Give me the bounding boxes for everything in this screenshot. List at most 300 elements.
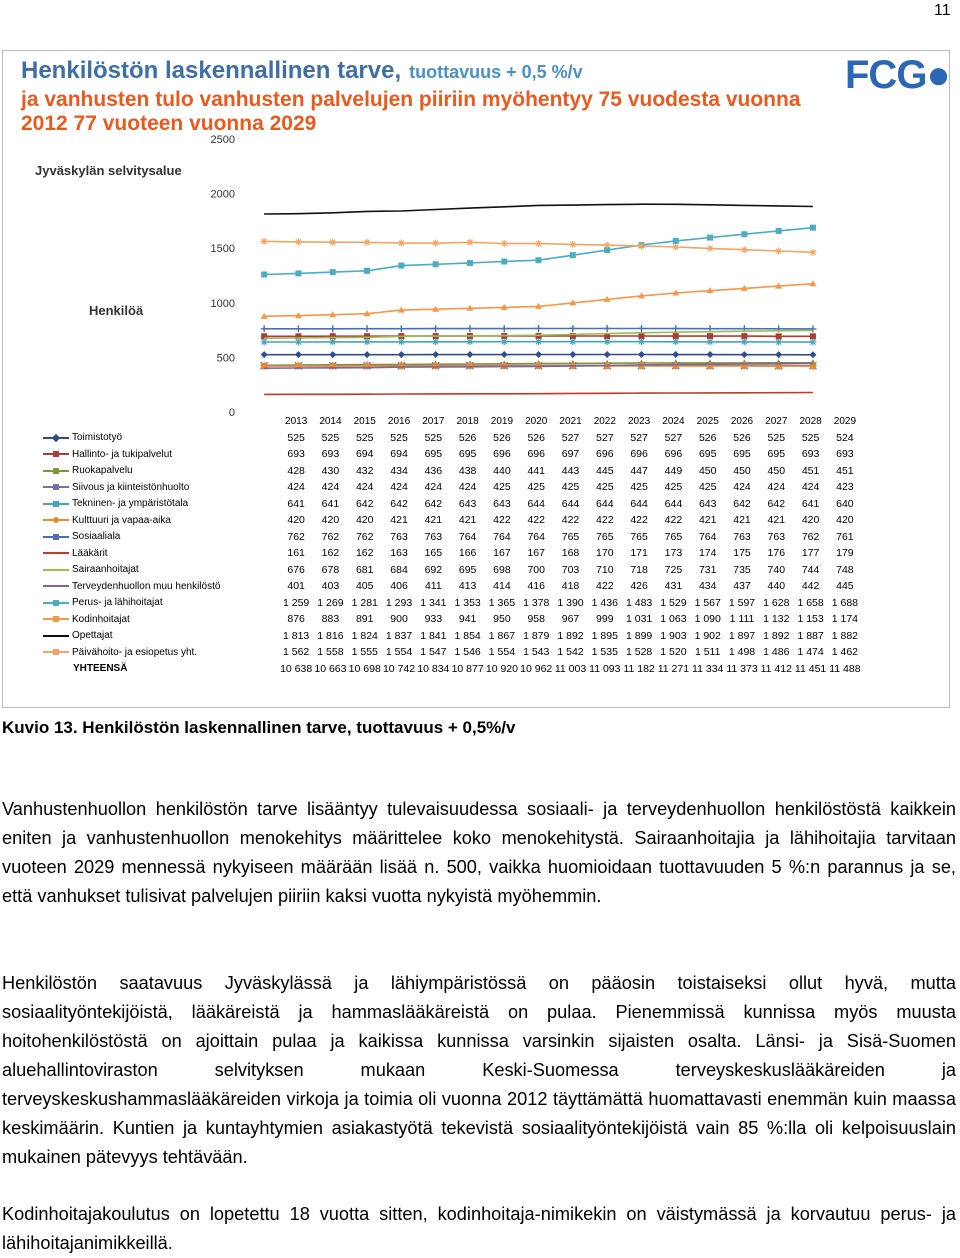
- value-cell: 999: [588, 611, 622, 628]
- page-number: 11: [934, 2, 951, 20]
- value-cell: 451: [793, 463, 827, 480]
- value-cell: 525: [382, 430, 416, 447]
- value-cell: 698: [485, 562, 519, 579]
- value-cell: 420: [313, 512, 347, 529]
- data-point: [672, 338, 679, 345]
- fcg-logo: FCG●: [845, 53, 950, 98]
- data-point: [741, 246, 748, 253]
- value-cell: 443: [553, 463, 587, 480]
- value-cell: 1 390: [553, 595, 587, 612]
- value-cell: 1 558: [313, 644, 347, 661]
- value-cell: 695: [450, 446, 484, 463]
- data-point: [535, 240, 542, 247]
- value-cell: 1 902: [691, 628, 725, 645]
- data-point: [776, 333, 782, 339]
- value-cell: 678: [313, 562, 347, 579]
- data-table: [41, 413, 862, 677]
- value-cell: 424: [793, 479, 827, 496]
- value-cell: 1 528: [622, 644, 656, 661]
- data-point: [398, 325, 405, 332]
- value-cell: 696: [622, 446, 656, 463]
- value-cell: 413: [450, 578, 484, 595]
- value-cell: 422: [553, 512, 587, 529]
- value-cell: 445: [828, 578, 862, 595]
- value-cell: 176: [759, 545, 793, 562]
- value-cell: 1 882: [828, 628, 862, 645]
- y-tick-label: 2000: [211, 189, 235, 201]
- value-cell: 434: [691, 578, 725, 595]
- year-header: 2023: [622, 413, 656, 430]
- legend-key: [43, 515, 69, 525]
- value-cell: 762: [313, 529, 347, 546]
- data-point: [432, 351, 439, 358]
- value-cell: 1 688: [828, 595, 862, 612]
- value-cell: 1 090: [691, 611, 725, 628]
- value-cell: 764: [485, 529, 519, 546]
- value-cell: 425: [519, 479, 553, 496]
- value-cell: 161: [279, 545, 313, 562]
- value-cell: 643: [450, 496, 484, 513]
- data-point: [535, 325, 542, 332]
- data-point: [775, 248, 782, 255]
- value-cell: 958: [519, 611, 553, 628]
- value-cell: 526: [691, 430, 725, 447]
- data-point: [535, 351, 542, 358]
- value-cell: 424: [382, 479, 416, 496]
- value-cell: 162: [348, 545, 382, 562]
- series-name-cell: [41, 644, 279, 661]
- value-cell: 1 597: [725, 595, 759, 612]
- value-cell: 424: [348, 479, 382, 496]
- value-cell: 405: [348, 578, 382, 595]
- value-cell: 765: [656, 529, 690, 546]
- value-cell: 418: [553, 578, 587, 595]
- value-cell: 422: [622, 512, 656, 529]
- value-cell: 163: [382, 545, 416, 562]
- data-point: [398, 240, 405, 247]
- value-cell: 642: [382, 496, 416, 513]
- value-cell: 1 546: [450, 644, 484, 661]
- value-cell: 424: [313, 479, 347, 496]
- series-name: Päivähoito- ja esiopetus yht.: [72, 647, 197, 658]
- value-cell: 1 837: [382, 628, 416, 645]
- value-cell: 695: [450, 562, 484, 579]
- data-point: [741, 231, 747, 237]
- data-point: [604, 242, 611, 249]
- value-cell: 525: [313, 430, 347, 447]
- data-point: [329, 325, 336, 332]
- total-cell: 11 334: [691, 661, 725, 678]
- value-cell: 173: [656, 545, 690, 562]
- data-point: [329, 338, 336, 345]
- data-point: [467, 260, 473, 266]
- data-point: [604, 325, 611, 332]
- data-point: [330, 269, 336, 275]
- value-cell: 641: [279, 496, 313, 513]
- value-cell: 525: [279, 430, 313, 447]
- data-point: [569, 351, 576, 358]
- value-cell: 162: [313, 545, 347, 562]
- value-cell: 692: [416, 562, 450, 579]
- data-point: [672, 351, 679, 358]
- total-cell: 11 373: [725, 661, 759, 678]
- value-cell: 1 547: [416, 644, 450, 661]
- value-cell: 764: [691, 529, 725, 546]
- data-point: [466, 362, 473, 369]
- data-point: [707, 333, 713, 339]
- chart-title: Henkilöstön laskennallinen tarve, tuottavuus + 0,5 %/v: [21, 57, 583, 85]
- value-cell: 421: [382, 512, 416, 529]
- data-point: [569, 338, 576, 345]
- data-point: [501, 240, 508, 247]
- value-cell: 644: [656, 496, 690, 513]
- series-name-cell: [41, 463, 279, 480]
- data-point: [809, 249, 816, 256]
- year-header: 2022: [588, 413, 622, 430]
- table-row: [41, 463, 862, 480]
- data-point: [535, 338, 542, 345]
- series-name-cell: [41, 446, 279, 463]
- value-cell: 695: [725, 446, 759, 463]
- value-cell: 414: [485, 578, 519, 595]
- value-cell: 1 031: [622, 611, 656, 628]
- series-line-8: [264, 393, 813, 395]
- value-cell: 420: [348, 512, 382, 529]
- value-cell: 411: [416, 578, 450, 595]
- value-cell: 700: [519, 562, 553, 579]
- series-name: Sosiaaliala: [72, 531, 120, 542]
- value-cell: 170: [588, 545, 622, 562]
- value-cell: 421: [691, 512, 725, 529]
- legend-key: [43, 466, 69, 476]
- series-name: Ruokapalvelu: [72, 465, 133, 476]
- value-cell: 762: [793, 529, 827, 546]
- value-cell: 430: [313, 463, 347, 480]
- value-cell: 1 879: [519, 628, 553, 645]
- value-cell: 641: [793, 496, 827, 513]
- value-cell: 167: [485, 545, 519, 562]
- total-cell: 11 271: [656, 661, 690, 678]
- data-point: [364, 333, 370, 339]
- data-point: [432, 240, 439, 247]
- value-cell: 642: [416, 496, 450, 513]
- value-cell: 693: [279, 446, 313, 463]
- data-point: [809, 339, 816, 346]
- value-cell: 1 867: [485, 628, 519, 645]
- value-cell: 526: [485, 430, 519, 447]
- value-cell: 765: [622, 529, 656, 546]
- value-cell: 763: [382, 529, 416, 546]
- data-point: [466, 338, 473, 345]
- value-cell: 450: [759, 463, 793, 480]
- year-header: 2029: [828, 413, 862, 430]
- total-cell: 11 451: [793, 661, 827, 678]
- value-cell: 442: [793, 578, 827, 595]
- data-point: [569, 325, 576, 332]
- value-cell: 449: [656, 463, 690, 480]
- value-cell: 423: [828, 479, 862, 496]
- value-cell: 527: [622, 430, 656, 447]
- year-header: 2019: [485, 413, 519, 430]
- data-point: [809, 351, 816, 358]
- total-cell: 10 663: [313, 661, 347, 678]
- value-cell: 526: [725, 430, 759, 447]
- data-point: [261, 238, 268, 245]
- series-name: Toimistotyö: [72, 432, 122, 443]
- value-cell: 764: [519, 529, 553, 546]
- series-name-cell: [41, 496, 279, 513]
- totals-row: [41, 661, 862, 678]
- total-cell: 10 638: [279, 661, 313, 678]
- value-cell: 1 063: [656, 611, 690, 628]
- data-point: [536, 257, 542, 263]
- data-point: [570, 252, 576, 258]
- value-cell: 718: [622, 562, 656, 579]
- value-cell: 710: [588, 562, 622, 579]
- value-cell: 436: [416, 463, 450, 480]
- value-cell: 451: [828, 463, 862, 480]
- table-header-row: [41, 413, 862, 430]
- data-point: [638, 362, 645, 369]
- value-cell: 426: [622, 578, 656, 595]
- value-cell: 744: [793, 562, 827, 579]
- value-cell: 763: [725, 529, 759, 546]
- series-line-12: [264, 284, 813, 317]
- value-cell: 1 378: [519, 595, 553, 612]
- data-point: [364, 268, 370, 274]
- data-point: [364, 351, 371, 358]
- value-cell: 1 554: [485, 644, 519, 661]
- total-cell: 11 003: [553, 661, 587, 678]
- value-cell: 422: [656, 512, 690, 529]
- year-header: 2027: [759, 413, 793, 430]
- table-row: [41, 512, 862, 529]
- data-point: [295, 339, 302, 346]
- year-header: 2024: [656, 413, 690, 430]
- data-point: [638, 351, 645, 358]
- value-cell: 1 628: [759, 595, 793, 612]
- value-cell: 527: [656, 430, 690, 447]
- data-point: [775, 339, 782, 346]
- data-point: [501, 351, 508, 358]
- value-cell: 695: [416, 446, 450, 463]
- value-cell: 1 535: [588, 644, 622, 661]
- value-cell: 526: [450, 430, 484, 447]
- series-name-cell: [41, 562, 279, 579]
- value-cell: 421: [725, 512, 759, 529]
- series-name: Lääkärit: [72, 548, 108, 559]
- value-cell: 175: [725, 545, 759, 562]
- value-cell: 1 498: [725, 644, 759, 661]
- data-point: [638, 338, 645, 345]
- value-cell: 1 554: [382, 644, 416, 661]
- value-cell: 421: [450, 512, 484, 529]
- value-cell: 967: [553, 611, 587, 628]
- value-cell: 425: [588, 479, 622, 496]
- value-cell: 644: [588, 496, 622, 513]
- value-cell: 891: [348, 611, 382, 628]
- value-cell: 883: [313, 611, 347, 628]
- data-point: [295, 351, 302, 358]
- data-point: [810, 333, 816, 339]
- data-point: [398, 363, 405, 370]
- data-point: [604, 338, 611, 345]
- value-cell: 643: [691, 496, 725, 513]
- table-row: [41, 430, 862, 447]
- total-cell: 10 962: [519, 661, 553, 678]
- table-row: [41, 496, 862, 513]
- series-name-cell: [41, 545, 279, 562]
- chart-title-line3: 2012 77 vuoteen vuonna 2029: [21, 112, 316, 136]
- value-cell: 693: [793, 446, 827, 463]
- series-name-cell: [41, 479, 279, 496]
- data-point: [672, 243, 679, 250]
- value-cell: 642: [348, 496, 382, 513]
- data-point: [329, 239, 336, 246]
- data-point: [261, 339, 268, 346]
- table-row: [41, 611, 862, 628]
- value-cell: 641: [313, 496, 347, 513]
- totals-label: YHTEENSÄ: [41, 661, 279, 678]
- value-cell: 703: [553, 562, 587, 579]
- table-row: [41, 644, 862, 661]
- data-point: [673, 238, 679, 244]
- y-axis-label: Henkilöä: [89, 303, 143, 318]
- legend-key: [43, 598, 69, 608]
- value-cell: 424: [279, 479, 313, 496]
- value-cell: 1 895: [588, 628, 622, 645]
- series-name-cell: [41, 628, 279, 645]
- data-point: [398, 263, 404, 269]
- value-cell: 642: [725, 496, 759, 513]
- value-cell: 1 816: [313, 628, 347, 645]
- value-cell: 177: [793, 545, 827, 562]
- value-cell: 695: [691, 446, 725, 463]
- value-cell: 431: [656, 578, 690, 595]
- value-cell: 941: [450, 611, 484, 628]
- data-point: [707, 235, 713, 241]
- chart-figure: [2, 50, 950, 708]
- value-cell: 765: [588, 529, 622, 546]
- value-cell: 1 511: [691, 644, 725, 661]
- year-header: 2028: [793, 413, 827, 430]
- data-point: [707, 351, 714, 358]
- series-name: Kodinhoitajat: [72, 614, 130, 625]
- y-tick-label: 1000: [211, 298, 235, 310]
- value-cell: 1 341: [416, 595, 450, 612]
- value-cell: 525: [348, 430, 382, 447]
- total-cell: 11 093: [588, 661, 622, 678]
- total-cell: 10 877: [450, 661, 484, 678]
- value-cell: 527: [588, 430, 622, 447]
- data-point: [741, 333, 747, 339]
- data-point: [261, 272, 267, 278]
- value-cell: 696: [519, 446, 553, 463]
- value-cell: 171: [622, 545, 656, 562]
- value-cell: 1 474: [793, 644, 827, 661]
- value-cell: 676: [279, 562, 313, 579]
- value-cell: 1 813: [279, 628, 313, 645]
- value-cell: 1 520: [656, 644, 690, 661]
- value-cell: 422: [588, 578, 622, 595]
- year-header: 2026: [725, 413, 759, 430]
- data-point: [741, 338, 748, 345]
- legend-key: [43, 449, 69, 459]
- value-cell: 1 555: [348, 644, 382, 661]
- value-cell: 525: [416, 430, 450, 447]
- value-cell: 525: [759, 430, 793, 447]
- year-header: 2013: [279, 413, 313, 430]
- value-cell: 421: [416, 512, 450, 529]
- value-cell: 731: [691, 562, 725, 579]
- series-name-cell: [41, 430, 279, 447]
- table-row: [41, 595, 862, 612]
- data-point: [432, 363, 439, 370]
- value-cell: 1 841: [416, 628, 450, 645]
- value-cell: 681: [348, 562, 382, 579]
- value-cell: 1 259: [279, 595, 313, 612]
- value-cell: 1 897: [725, 628, 759, 645]
- value-cell: 168: [553, 545, 587, 562]
- data-point: [638, 333, 644, 339]
- value-cell: 1 562: [279, 644, 313, 661]
- total-cell: 11 182: [622, 661, 656, 678]
- value-cell: 179: [828, 545, 862, 562]
- legend-key: [43, 631, 69, 641]
- value-cell: 525: [793, 430, 827, 447]
- series-name: Opettajat: [72, 630, 113, 641]
- data-point: [466, 239, 473, 246]
- value-cell: 1 892: [759, 628, 793, 645]
- value-cell: 1 543: [519, 644, 553, 661]
- table-row: [41, 446, 862, 463]
- series-name-cell: [41, 578, 279, 595]
- data-point: [432, 338, 439, 345]
- year-header: 2016: [382, 413, 416, 430]
- value-cell: 696: [485, 446, 519, 463]
- value-cell: 1 293: [382, 595, 416, 612]
- total-cell: 10 698: [348, 661, 382, 678]
- total-cell: 11 412: [759, 661, 793, 678]
- value-cell: 693: [828, 446, 862, 463]
- series-name: Perus- ja lähihoitajat: [72, 597, 163, 608]
- value-cell: 424: [416, 479, 450, 496]
- paragraph-2: Henkilöstön saatavuus Jyväskylässä ja lähiympäristössä on pääosin toistaiseksi ollut hyvä, mutta sosiaalityöntekijöistä, lääkäreistä ja hammaslääkäreistä on pulaa. Pienemmissä kunnissa myös muusta hoitohenkilöstöstä on ajoittain pulaa ja kaikissa kunnissa varsinkin sijaisten osalta. Länsi- ja Sisä-Suomen aluehallintoviraston selvityksen mukaan Keski-Suomessa terveyskeskuslääkäreiden ja terveyskeskushammaslääkäreiden virkoja ja toimia oli vuonna 2012 täyttämättä huomattavasti enemmän kuin maassa keskimäärin. Kuntien ja kuntayhtymien asiakastyötä tekevistä sosiaalityöntekijöistä vain 85 %:lla oli kelpoisuuslain mukainen pätevyys tehtävään.: [2, 969, 956, 1172]
- value-cell: 644: [553, 496, 587, 513]
- value-cell: 447: [622, 463, 656, 480]
- table-row: [41, 545, 862, 562]
- data-point: [810, 225, 816, 231]
- value-cell: 424: [450, 479, 484, 496]
- value-cell: 450: [725, 463, 759, 480]
- data-point: [295, 238, 302, 245]
- value-cell: 1 903: [656, 628, 690, 645]
- value-cell: 1 854: [450, 628, 484, 645]
- value-cell: 1 892: [553, 628, 587, 645]
- series-name-cell: [41, 529, 279, 546]
- total-cell: 11 488: [828, 661, 862, 678]
- value-cell: 1 542: [553, 644, 587, 661]
- data-point: [398, 351, 405, 358]
- plot-area: [3, 51, 949, 421]
- value-cell: 526: [519, 430, 553, 447]
- value-cell: 1 899: [622, 628, 656, 645]
- data-point: [638, 325, 645, 332]
- y-tick-label: 0: [229, 407, 235, 419]
- data-point: [364, 338, 371, 345]
- value-cell: 725: [656, 562, 690, 579]
- value-cell: 1 436: [588, 595, 622, 612]
